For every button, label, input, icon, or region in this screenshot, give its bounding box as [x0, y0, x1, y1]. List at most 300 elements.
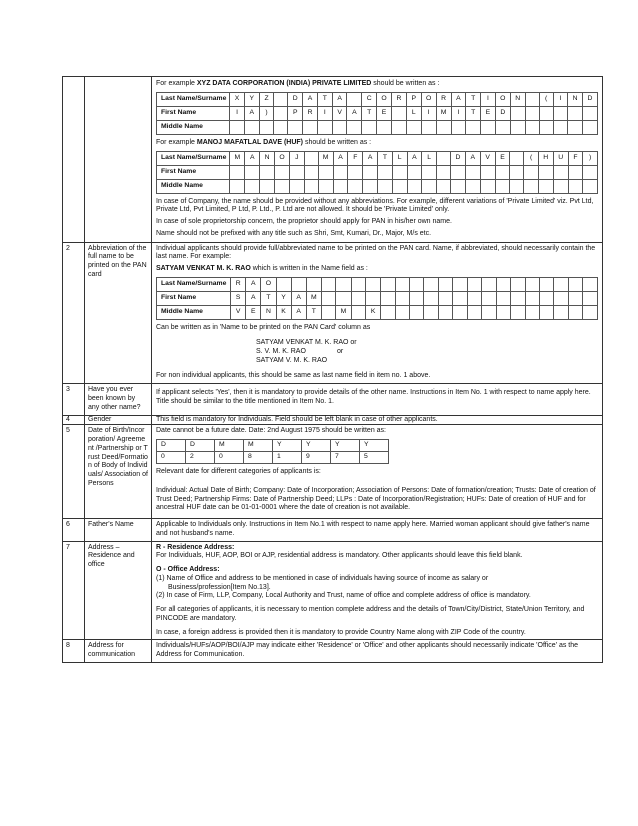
- name-grid-cell: [321, 305, 335, 319]
- name-grid-row: [157, 151, 598, 165]
- name-grid-cell: A: [347, 106, 362, 120]
- row-content: This field is mandatory for Individuals. Field should be left blank in case of other applicants.: [156, 415, 438, 423]
- date-grid-cell: 0: [157, 452, 186, 464]
- name-grid-cell: [306, 277, 321, 291]
- row-content: [152, 425, 602, 518]
- name-grid-cell: [436, 120, 451, 134]
- name-grid-cell: [451, 165, 466, 179]
- name-grid-cell: A: [363, 151, 378, 165]
- name-grid-label: Middle Name: [157, 179, 230, 193]
- row-item-8: [63, 639, 602, 662]
- residence-text: For Individuals, HUF, AOP, BOI or AJP, residential address is mandatory. Other applicants should leave this field blank.: [156, 552, 523, 560]
- name-grid-cell: [511, 277, 525, 291]
- name-grid-cell: [451, 179, 466, 193]
- row-label: Have you ever been known by any other name?: [85, 384, 152, 414]
- name-grid-cell: ): [259, 106, 274, 120]
- name-grid-cell: [582, 120, 597, 134]
- name-grid-cell: [437, 151, 451, 165]
- name-grid-cell: [495, 120, 510, 134]
- date-grid-row: [157, 452, 389, 464]
- name-grid-cell: M: [336, 305, 351, 319]
- date-grid-cell: M: [244, 440, 273, 452]
- row-item-3: [63, 383, 602, 414]
- date-para1: Date cannot be a future date. Date: 2nd August 1975 should be written as:: [156, 427, 386, 435]
- name-grid-cell: [422, 165, 437, 179]
- name-grid-cell: [381, 277, 395, 291]
- office-item-1-cont: Business/profession[Item No.13].: [168, 583, 271, 591]
- name-grid-cell: [381, 305, 395, 319]
- name-grid-cell: [583, 291, 598, 305]
- date-grid-cell: Y: [360, 440, 389, 452]
- name-grid-cell: T: [378, 151, 393, 165]
- name-grid-cell: A: [333, 151, 348, 165]
- name-grid-cell: [318, 179, 333, 193]
- name-grid-cell: [511, 291, 525, 305]
- name-grid-cell: [525, 106, 539, 120]
- name-grid-cell: [333, 165, 348, 179]
- name-grid-cell: [424, 305, 438, 319]
- name-grid-cell: [465, 179, 480, 193]
- name-grid-cell: [553, 165, 568, 179]
- name-grid-cell: [525, 277, 539, 291]
- name-grid-cell: [511, 305, 525, 319]
- name-grid-cell: (: [539, 92, 553, 106]
- name-grid-cell: [482, 291, 496, 305]
- name-grid-cell: [568, 179, 583, 193]
- name-grid-row: [157, 291, 598, 305]
- name-grid-cell: Y: [244, 92, 259, 106]
- note-company-name: In case of Company, the name should be provided without any abbreviations. For example, different variations of 'Private Limited' viz. Pvt Ltd, Private Ltd, Pvt Limited, P Ltd, P. Ltd., P. Ltd are not allowed. It should be 'Private Limited' only.: [156, 197, 594, 214]
- name-variant-3: SATYAM V. M. K. RAO: [256, 356, 328, 364]
- name-grid-cell: J: [290, 151, 305, 165]
- office-heading: O - Office Address:: [156, 566, 220, 573]
- name-grid-cell: [395, 277, 409, 291]
- row-item-7: [63, 541, 602, 640]
- name-grid-cell: O: [421, 92, 436, 106]
- name-grid-cell: [510, 106, 525, 120]
- row-number: 3: [63, 384, 85, 414]
- name-grid-cell: [554, 277, 568, 291]
- name-grid-cell: T: [306, 305, 321, 319]
- name-grid-cell: [437, 165, 451, 179]
- other-name-text: If applicant selects 'Yes', then it is mandatory to provide details of the other name. Instructions in Item No. 1 with respect to name apply here. Title should be similar to the title mentioned in Item No. 1.: [156, 389, 591, 405]
- name-grid-cell: [482, 305, 496, 319]
- date-para3: Individual: Actual Date of Birth; Company: Date of Incorporation; Association of Persons: Date of formation/creation; Trusts: Date of creation of Trust Deed; Partnership Firms: Date of Partnership Deed; LLPs : Date of Incorporation/Registration; HUFs: Date of creation of HUF and for ancestral HUF date can be 01-01-0001 where the date of creation is not available.: [156, 486, 596, 512]
- name-grid-cell: A: [244, 106, 259, 120]
- name-grid-cell: [362, 120, 377, 134]
- name-grid-cell: ): [583, 151, 598, 165]
- name-grid-cell: R: [392, 92, 407, 106]
- name-grid-cell: D: [495, 106, 510, 120]
- name-grid-cell: T: [318, 92, 333, 106]
- name-grid-cell: H: [538, 151, 553, 165]
- name-grid-cell: A: [291, 291, 306, 305]
- name-grid-cell: R: [231, 277, 246, 291]
- row-content: [152, 243, 602, 384]
- date-grid-cell: Y: [331, 440, 360, 452]
- example2-name-grid: [156, 151, 598, 194]
- name-grid-cell: [539, 106, 553, 120]
- name-grid-cell: [378, 179, 393, 193]
- example2-intro: For example MANOJ MAFATLAL DAVE (HUF) should be written as :: [156, 138, 372, 146]
- name-grid-cell: [465, 165, 480, 179]
- row-number: 5: [63, 425, 85, 518]
- name-grid-cell: [407, 165, 422, 179]
- name-grid-cell: A: [465, 151, 480, 165]
- name-grid-cell: [525, 291, 539, 305]
- row-item-6: [63, 518, 602, 541]
- name-grid-cell: A: [245, 151, 260, 165]
- name-grid-cell: [496, 305, 510, 319]
- name-grid-cell: [525, 120, 539, 134]
- name-grid-cell: [554, 305, 568, 319]
- name-grid-cell: [351, 277, 365, 291]
- name-grid-cell: M: [318, 151, 333, 165]
- name-grid-cell: [480, 179, 495, 193]
- date-grid-cell: 9: [302, 452, 331, 464]
- abbrev-para2: Can be written as in 'Name to be printed on the PAN Card' column as: [156, 323, 371, 331]
- name-grid-cell: D: [288, 92, 303, 106]
- name-grid-cell: [407, 179, 422, 193]
- name-grid-label: Last Name/Surname: [157, 151, 230, 165]
- name-grid-label: Last Name/Surname: [157, 277, 231, 291]
- name-grid-cell: F: [568, 151, 583, 165]
- date-grid-cell: D: [186, 440, 215, 452]
- name-grid-cell: [230, 165, 245, 179]
- example1-intro: For example XYZ DATA CORPORATION (INDIA) PRIVATE LIMITED should be written as :: [156, 80, 440, 87]
- name-grid-cell: [538, 165, 553, 179]
- name-grid-cell: [568, 291, 582, 305]
- name-grid-cell: [276, 277, 291, 291]
- name-grid-cell: [304, 165, 318, 179]
- office-note-2: In case, a foreign address is provided then it is mandatory to provide Country Name along with ZIP Code of the country.: [156, 628, 526, 636]
- name-grid-cell: E: [495, 151, 510, 165]
- name-grid-cell: [583, 277, 598, 291]
- date-grid-cell: Y: [302, 440, 331, 452]
- name-grid-cell: [395, 305, 409, 319]
- name-grid-cell: [318, 120, 333, 134]
- name-grid-cell: [437, 179, 451, 193]
- row-item-2: [63, 242, 602, 384]
- row-item-4: [63, 415, 602, 425]
- name-grid-cell: [259, 120, 274, 134]
- name-grid-cell: [290, 179, 305, 193]
- name-grid-cell: [568, 305, 582, 319]
- name-grid-cell: [406, 120, 421, 134]
- name-grid-cell: [348, 179, 363, 193]
- name-grid-cell: O: [275, 151, 290, 165]
- name-grid-cell: K: [366, 305, 381, 319]
- date-para2: Relevant date for different categories of applicants is:: [156, 468, 321, 475]
- name-grid-cell: [304, 179, 318, 193]
- name-grid-cell: M: [306, 291, 321, 305]
- date-grid-row: [157, 440, 389, 452]
- date-grid-cell: 0: [215, 452, 244, 464]
- name-grid-row: [157, 305, 598, 319]
- name-grid-cell: R: [303, 106, 318, 120]
- name-grid-cell: A: [407, 151, 422, 165]
- name-grid-cell: K: [276, 305, 291, 319]
- name-grid-cell: [275, 165, 290, 179]
- name-grid-cell: O: [377, 92, 392, 106]
- office-item-2: (2) In case of Firm, LLP, Company, Local Authority and Trust, name of office and complete address of office is mandatory.: [156, 592, 531, 600]
- name-grid-cell: [348, 165, 363, 179]
- name-grid-row: [157, 277, 598, 291]
- name-grid-cell: [538, 179, 553, 193]
- name-grid-cell: [510, 179, 524, 193]
- row-label-cell: [85, 77, 152, 242]
- name-grid-cell: [366, 277, 381, 291]
- name-grid-cell: O: [495, 92, 510, 106]
- row-label: Date of Birth/Incorporation/ Agreement /Partnership or Trust Deed/Formation of Body of Individuals/ Association of Persons: [85, 425, 152, 518]
- name-grid-cell: [321, 291, 335, 305]
- name-grid-cell: [482, 277, 496, 291]
- row-content: Individuals/HUFs/AOP/BOI/AJP may indicate either 'Residence' or 'Office' and other applicants should necessarily indicate 'Office' as the Address for Communication.: [156, 642, 579, 658]
- name-grid-cell: P: [288, 106, 303, 120]
- name-grid-cell: [583, 165, 598, 179]
- row-label: Gender: [85, 416, 152, 425]
- name-grid-cell: [495, 179, 510, 193]
- name-grid-cell: [438, 305, 452, 319]
- name-grid-cell: T: [466, 92, 481, 106]
- name-grid-cell: I: [553, 92, 567, 106]
- date-grid-cell: 8: [244, 452, 273, 464]
- name-grid-cell: [392, 106, 407, 120]
- name-grid-cell: [392, 120, 407, 134]
- name-grid-cell: A: [451, 92, 466, 106]
- name-grid-cell: [467, 277, 481, 291]
- name-grid-label: First Name: [157, 165, 230, 179]
- date-grid-cell: 1: [273, 452, 302, 464]
- name-grid-cell: E: [246, 305, 261, 319]
- name-grid-cell: [366, 291, 381, 305]
- row-content-cell: [152, 77, 602, 242]
- name-grid-row: [157, 92, 598, 106]
- name-grid-cell: I: [230, 106, 245, 120]
- date-grid-cell: M: [215, 440, 244, 452]
- name-grid-cell: [453, 305, 467, 319]
- name-grid-cell: D: [451, 151, 466, 165]
- name-grid-row: [157, 106, 598, 120]
- name-grid-cell: [410, 277, 424, 291]
- name-grid-cell: [230, 179, 245, 193]
- row-number: 7: [63, 542, 85, 640]
- abbrev-example-intro: SATYAM VENKAT M. K. RAO which is written in the Name field as :: [156, 265, 368, 272]
- name-grid-cell: V: [231, 305, 246, 319]
- name-grid-cell: E: [481, 106, 496, 120]
- name-grid-cell: [410, 305, 424, 319]
- name-grid-cell: [274, 106, 288, 120]
- name-grid-cell: [553, 120, 567, 134]
- name-grid-cell: (: [524, 151, 538, 165]
- name-grid-cell: [378, 165, 393, 179]
- name-grid-cell: [539, 305, 553, 319]
- name-grid-cell: U: [553, 151, 568, 165]
- row-item-1-continued: [63, 77, 602, 242]
- name-grid-cell: [496, 277, 510, 291]
- name-grid-cell: [422, 179, 437, 193]
- date-grid-cell: 5: [360, 452, 389, 464]
- name-grid-cell: [230, 120, 245, 134]
- name-grid-cell: N: [261, 305, 276, 319]
- name-grid-cell: [363, 165, 378, 179]
- name-grid-cell: [275, 179, 290, 193]
- residence-heading: R - Residence Address:: [156, 543, 235, 551]
- instructions-table: [62, 76, 603, 663]
- name-grid-cell: [582, 106, 597, 120]
- name-grid-cell: [381, 291, 395, 305]
- name-grid-cell: A: [291, 305, 306, 319]
- date-grid-cell: D: [157, 440, 186, 452]
- name-grid-label: First Name: [157, 106, 230, 120]
- name-grid-cell: X: [230, 92, 245, 106]
- name-grid-cell: N: [568, 92, 583, 106]
- name-grid-cell: A: [246, 291, 261, 305]
- name-grid-cell: F: [348, 151, 363, 165]
- date-grid-cell: Y: [273, 440, 302, 452]
- name-grid-cell: [495, 165, 510, 179]
- name-grid-cell: R: [436, 92, 451, 106]
- name-grid-cell: V: [480, 151, 495, 165]
- name-grid-cell: [303, 120, 318, 134]
- name-grid-cell: [424, 291, 438, 305]
- example3-name-grid: [156, 277, 598, 320]
- name-grid-cell: T: [362, 106, 377, 120]
- row-label: Address for communication: [85, 640, 152, 662]
- name-grid-cell: [245, 179, 260, 193]
- name-grid-cell: V: [332, 106, 347, 120]
- name-grid-cell: [524, 179, 538, 193]
- name-grid-cell: [332, 120, 347, 134]
- name-grid-cell: [363, 179, 378, 193]
- name-grid-cell: [274, 92, 288, 106]
- name-grid-cell: [347, 120, 362, 134]
- name-grid-cell: [351, 291, 365, 305]
- name-grid-cell: [288, 120, 303, 134]
- row-item-5: [63, 424, 602, 518]
- name-grid-label: Middle Name: [157, 120, 230, 134]
- name-grid-cell: T: [261, 291, 276, 305]
- office-note-1: For all categories of applicants, it is necessary to mention complete address and the details of Town/City/District, State/Union Territory, and PINCODE are mandatory.: [156, 606, 585, 622]
- name-grid-cell: [539, 120, 553, 134]
- name-grid-cell: [245, 165, 260, 179]
- row-content: Applicable to Individuals only. Instructions in Item No.1 with respect to name apply here. Married woman applicant should give father's name and not husband's name.: [156, 521, 590, 537]
- name-grid-cell: [539, 291, 553, 305]
- name-grid-cell: T: [466, 106, 481, 120]
- name-grid-cell: [290, 165, 305, 179]
- name-grid-cell: [304, 151, 318, 165]
- name-grid-cell: [410, 291, 424, 305]
- name-grid-cell: [568, 277, 582, 291]
- name-grid-cell: [568, 106, 583, 120]
- name-grid-cell: L: [422, 151, 437, 165]
- name-grid-cell: S: [231, 291, 246, 305]
- name-grid-cell: [438, 277, 452, 291]
- name-grid-cell: M: [436, 106, 451, 120]
- row-number-cell: [63, 77, 85, 242]
- name-grid-cell: E: [377, 106, 392, 120]
- name-grid-cell: [554, 291, 568, 305]
- name-grid-cell: [453, 291, 467, 305]
- name-grid-cell: Y: [276, 291, 291, 305]
- name-grid-label: First Name: [157, 291, 231, 305]
- name-grid-cell: P: [406, 92, 421, 106]
- note-no-title: Name should not be prefixed with any title such as Shri, Smt, Kumari, Dr., Major, M/s etc.: [156, 229, 432, 237]
- name-grid-cell: [438, 291, 452, 305]
- name-grid-row: [157, 165, 598, 179]
- name-grid-cell: [524, 165, 538, 179]
- row-content: [152, 384, 602, 414]
- name-grid-cell: Z: [259, 92, 274, 106]
- name-grid-cell: [274, 120, 288, 134]
- name-grid-cell: [553, 179, 568, 193]
- name-grid-cell: [525, 92, 539, 106]
- name-grid-cell: [466, 120, 481, 134]
- name-grid-cell: [395, 291, 409, 305]
- name-grid-cell: N: [510, 92, 525, 106]
- name-grid-cell: [351, 305, 365, 319]
- row-number: 6: [63, 519, 85, 541]
- name-variant-2: S. V. M. K. RAO or: [256, 347, 344, 355]
- name-grid-cell: [392, 179, 407, 193]
- name-grid-cell: [424, 277, 438, 291]
- row-number: 2: [63, 243, 85, 384]
- name-grid-cell: M: [230, 151, 245, 165]
- name-variant-1: SATYAM VENKAT M. K. RAO or: [256, 338, 357, 346]
- row-label: Address – Residence and office: [85, 542, 152, 640]
- name-grid-cell: [568, 165, 583, 179]
- name-grid-cell: [510, 151, 524, 165]
- name-grid-cell: [291, 277, 306, 291]
- name-grid-cell: D: [582, 92, 597, 106]
- name-grid-cell: [568, 120, 583, 134]
- name-grid-cell: I: [421, 106, 436, 120]
- name-grid-cell: C: [362, 92, 377, 106]
- name-grid-cell: A: [303, 92, 318, 106]
- name-grid-cell: [392, 165, 407, 179]
- name-grid-cell: [467, 305, 481, 319]
- abbrev-name-variants: [156, 339, 598, 366]
- name-grid-cell: I: [451, 106, 466, 120]
- name-grid-cell: [480, 165, 495, 179]
- name-grid-cell: [525, 305, 539, 319]
- name-grid-cell: L: [392, 151, 407, 165]
- name-grid-cell: [496, 291, 510, 305]
- name-grid-cell: [321, 277, 335, 291]
- name-grid-cell: [553, 106, 567, 120]
- date-grid-cell: 2: [186, 452, 215, 464]
- name-grid-cell: A: [332, 92, 347, 106]
- name-grid-cell: [583, 305, 598, 319]
- name-grid-cell: O: [261, 277, 276, 291]
- row-number: 4: [63, 416, 85, 425]
- date-grid-cell: 7: [331, 452, 360, 464]
- name-grid-cell: [467, 291, 481, 305]
- abbrev-para3: For non individual applicants, this should be same as last name field in item no. 1 above.: [156, 371, 431, 379]
- office-item-1: (1) Name of Office and address to be mentioned in case of individuals having source of income as salary or: [156, 574, 489, 582]
- name-grid-cell: I: [481, 92, 496, 106]
- example1-name-grid: [156, 92, 598, 135]
- name-grid-row: [157, 120, 598, 134]
- name-grid-cell: A: [246, 277, 261, 291]
- name-grid-cell: [333, 179, 348, 193]
- name-grid-cell: L: [406, 106, 421, 120]
- name-grid-cell: [260, 179, 275, 193]
- name-grid-cell: [318, 165, 333, 179]
- name-grid-cell: [451, 120, 466, 134]
- name-grid-cell: [260, 165, 275, 179]
- name-grid-cell: [583, 179, 598, 193]
